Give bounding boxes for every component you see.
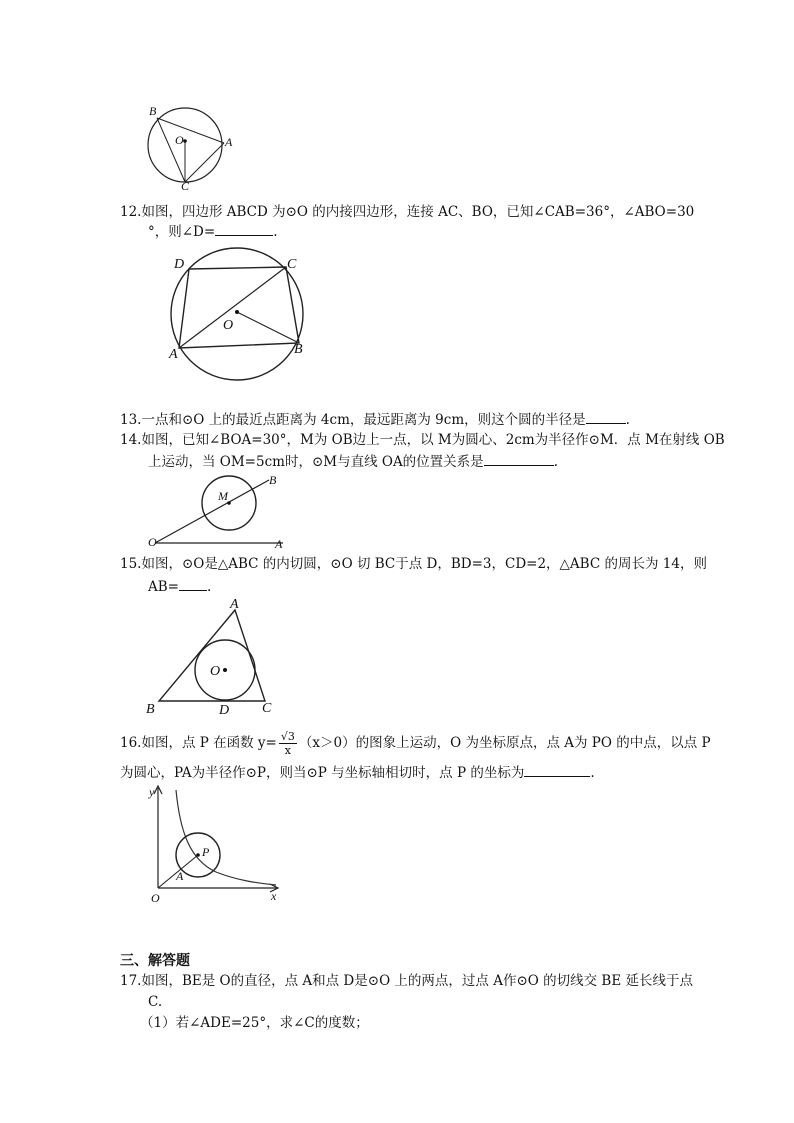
label-o: O bbox=[151, 891, 160, 904]
q16-fraction bbox=[279, 730, 297, 757]
q16-answer-blank bbox=[524, 763, 590, 777]
q13-text: 13.一点和⊙O 上的最近点距离为 4cm，最远距离为 9cm，则这个圆的半径是 bbox=[120, 412, 586, 428]
label-p: P bbox=[202, 845, 210, 859]
label-b: B bbox=[294, 342, 303, 357]
q14-line1: 14.如图，已知∠BOA=30°，M为 OB边上一点，以 M为圆心、2cm为半径作⊙M．点 M在射线 OB bbox=[120, 432, 725, 448]
label-c: C bbox=[181, 179, 190, 192]
section-title: 三、解答题 bbox=[120, 953, 190, 969]
q16-line2 bbox=[120, 763, 595, 782]
label-a: A bbox=[275, 537, 283, 550]
q12-line2-post: . bbox=[273, 224, 278, 240]
q13-answer-blank bbox=[586, 410, 626, 424]
figure-q12 bbox=[166, 244, 312, 384]
q14-line2-post: . bbox=[553, 454, 558, 470]
label-a: A bbox=[225, 135, 233, 149]
label-o: O bbox=[223, 318, 234, 333]
label-b: B bbox=[269, 473, 277, 487]
fraction-denominator: x bbox=[284, 744, 291, 757]
label-a: A bbox=[230, 597, 239, 612]
q16-line1-pre: 16.如图，点 P 在函数 y= bbox=[120, 735, 277, 751]
q14-answer-blank bbox=[484, 452, 554, 466]
q17-line2: C. bbox=[148, 994, 163, 1010]
q17-line1: 17.如图，BE是 O的直径，点 A和点 D是⊙O 上的两点，过点 A作⊙O 的切线交 BE 延长线于点 bbox=[120, 973, 693, 989]
q16-line1-post: （x＞0）的图象上运动，O 为坐标原点，点 A为 PO 的中点，以点 P bbox=[298, 735, 711, 751]
label-y: y bbox=[149, 785, 155, 799]
label-o: O bbox=[148, 535, 157, 549]
label-m: M bbox=[218, 489, 228, 503]
figure-q16 bbox=[146, 782, 286, 904]
q14-line2 bbox=[148, 452, 558, 471]
q14-line2-pre: 上运动，当 OM=5cm时，⊙M与直线 OA的位置关系是 bbox=[148, 454, 484, 470]
q15-line2 bbox=[148, 577, 211, 596]
q16-line2-pre: 为圆心，PA为半径作⊙P，则当⊙P 与坐标轴相切时，点 P 的坐标为 bbox=[120, 765, 525, 781]
q15-line2-pre: AB= bbox=[148, 579, 179, 595]
label-c: C bbox=[287, 257, 297, 272]
figure-q11 bbox=[138, 100, 238, 192]
q13-text-post: . bbox=[625, 412, 630, 428]
label-d: D bbox=[174, 257, 185, 272]
q12-line2 bbox=[148, 222, 278, 241]
q16-line1 bbox=[120, 730, 711, 757]
q12-line2-pre: °，则∠D= bbox=[148, 224, 216, 240]
figure-q14 bbox=[145, 472, 295, 550]
q12-line1: 12.如图，四边形 ABCD 为⊙O 的内接四边形，连接 AC、BO，已知∠CAB=36°，∠ABO=30 bbox=[120, 204, 695, 220]
label-d: D bbox=[219, 703, 230, 717]
figure-q15 bbox=[143, 595, 278, 717]
label-b: B bbox=[146, 702, 155, 717]
q15-line1: 15.如图，⊙O是△ABC 的内切圆，⊙O 切 BC于点 D，BD=3，CD=2，△ABC 的周长为 14，则 bbox=[120, 556, 707, 572]
label-c: C bbox=[262, 701, 272, 716]
label-a: A bbox=[176, 869, 184, 883]
label-x: x bbox=[271, 889, 277, 903]
q15-line2-post: . bbox=[206, 579, 212, 595]
q15-answer-blank bbox=[179, 577, 207, 591]
label-o: O bbox=[175, 133, 184, 147]
q17-sub1: （1）若∠ADE=25°，求∠C的度数； bbox=[140, 1015, 369, 1031]
label-b: B bbox=[149, 104, 157, 118]
fraction-numerator: √3 bbox=[280, 730, 295, 743]
label-o: O bbox=[210, 664, 221, 679]
q13-line bbox=[120, 410, 630, 429]
q16-line2-post: . bbox=[590, 765, 595, 781]
q12-answer-blank bbox=[215, 222, 273, 236]
label-a: A bbox=[169, 347, 178, 362]
